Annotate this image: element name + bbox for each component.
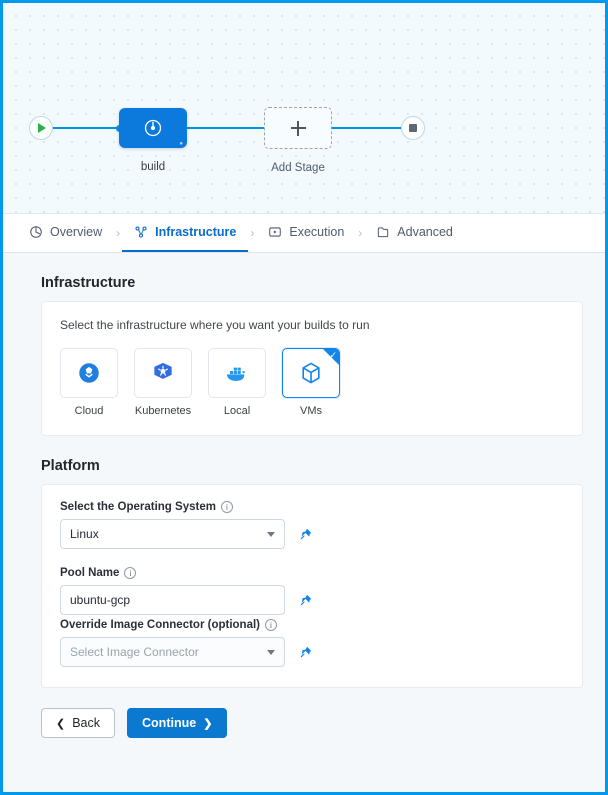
connector-line-start-build: [47, 127, 123, 129]
tab-overview[interactable]: [17, 214, 114, 252]
chevron-down-icon: [267, 532, 275, 537]
info-icon[interactable]: i: [124, 567, 136, 579]
tab-advanced[interactable]: [364, 214, 465, 252]
pool-field-label-row: [60, 567, 564, 579]
os-select-value: Linux: [70, 527, 99, 541]
infrastructure-description: Select the infrastructure where you want your builds to run: [60, 318, 370, 332]
stage-build[interactable]: [119, 108, 187, 148]
tab-infrastructure[interactable]: [122, 214, 248, 252]
os-field-label: Select the Operating System: [60, 501, 216, 513]
infra-option-cloud[interactable]: [60, 348, 118, 417]
add-stage-button[interactable]: [264, 107, 332, 149]
stage-tab-bar[interactable]: [3, 213, 605, 253]
execution-icon: [268, 225, 282, 239]
infra-option-vms-box[interactable]: [282, 348, 340, 398]
tab-execution-label: Execution: [289, 225, 345, 239]
overview-icon: [29, 225, 43, 239]
stage-build-label: build: [140, 161, 166, 173]
os-pin-button[interactable]: [293, 521, 317, 547]
pipeline-start-node[interactable]: [29, 116, 53, 140]
connector-pin-button[interactable]: [293, 639, 317, 665]
tab-separator-3: ›: [358, 226, 363, 240]
infrastructure-options[interactable]: [60, 348, 564, 417]
advanced-icon: [376, 225, 390, 239]
platform-card: [41, 484, 583, 688]
tab-infrastructure-label: Infrastructure: [155, 225, 237, 239]
platform-section-title: Platform: [41, 458, 100, 474]
stop-icon: [409, 124, 417, 132]
connector-field-label-row: [60, 619, 564, 631]
image-connector-placeholder: Select Image Connector: [70, 645, 199, 659]
image-connector-select[interactable]: [60, 637, 285, 667]
continue-button-label: Continue: [142, 716, 197, 730]
connector-line-add-end: [328, 127, 406, 129]
infra-option-local[interactable]: [208, 348, 266, 417]
pin-icon: [298, 527, 313, 542]
kubernetes-icon: [150, 360, 176, 386]
pin-icon: [298, 645, 313, 660]
pin-icon: [298, 593, 313, 608]
infrastructure-section-title: Infrastructure: [41, 275, 136, 291]
back-button[interactable]: [41, 708, 115, 738]
os-field-label-row: [60, 501, 564, 513]
infrastructure-card: [41, 301, 583, 436]
tab-execution[interactable]: [256, 214, 356, 252]
infra-option-local-box[interactable]: [208, 348, 266, 398]
infra-option-cloud-box[interactable]: [60, 348, 118, 398]
os-select[interactable]: [60, 519, 285, 549]
check-icon: ✓: [329, 349, 337, 360]
tab-overview-label: Overview: [50, 225, 103, 239]
infra-option-local-label: Local: [223, 405, 251, 417]
info-icon[interactable]: i: [221, 501, 233, 513]
add-stage-label: Add Stage: [271, 162, 325, 174]
pool-field-label: Pool Name: [60, 567, 120, 579]
connector-line-build-add: [183, 127, 269, 129]
plus-icon: [291, 121, 306, 136]
continue-button[interactable]: [127, 708, 227, 738]
vms-cube-icon: [298, 360, 324, 386]
back-button-label: Back: [72, 716, 101, 730]
infra-option-cloud-label: Cloud: [74, 405, 104, 417]
chevron-right-icon: ❯: [203, 717, 213, 730]
chevron-down-icon: [267, 650, 275, 655]
infra-option-kubernetes-box[interactable]: [134, 348, 192, 398]
info-icon[interactable]: i: [265, 619, 277, 631]
pipeline-canvas[interactable]: [3, 3, 605, 213]
pipeline-end-node[interactable]: [401, 116, 425, 140]
tab-advanced-label: Advanced: [397, 225, 453, 239]
infra-option-kubernetes-label: Kubernetes: [134, 405, 192, 417]
tab-separator-1: ›: [116, 226, 121, 240]
infra-option-kubernetes[interactable]: [134, 348, 192, 417]
pool-name-value: ubuntu-gcp: [70, 593, 131, 607]
docker-icon: [223, 360, 251, 386]
infrastructure-icon: [134, 225, 148, 239]
build-gear-icon: [143, 118, 163, 138]
pool-field-row: [60, 585, 564, 615]
stage-settings-body: [3, 253, 605, 792]
connector-field-row: [60, 637, 564, 667]
infra-option-vms-label: VMs: [300, 405, 322, 417]
cloud-harness-icon: [76, 360, 102, 386]
play-icon: [38, 123, 46, 133]
connector-field-label: Override Image Connector (optional): [60, 619, 260, 631]
chevron-left-icon: ❮: [56, 717, 66, 730]
pool-pin-button[interactable]: [293, 587, 317, 613]
pool-name-input[interactable]: [60, 585, 285, 615]
tab-separator-2: ›: [250, 226, 255, 240]
form-footer: [41, 708, 605, 738]
os-field-row: [60, 519, 564, 549]
stage-badge: ●: [179, 141, 183, 147]
infra-option-vms[interactable]: [282, 348, 340, 417]
